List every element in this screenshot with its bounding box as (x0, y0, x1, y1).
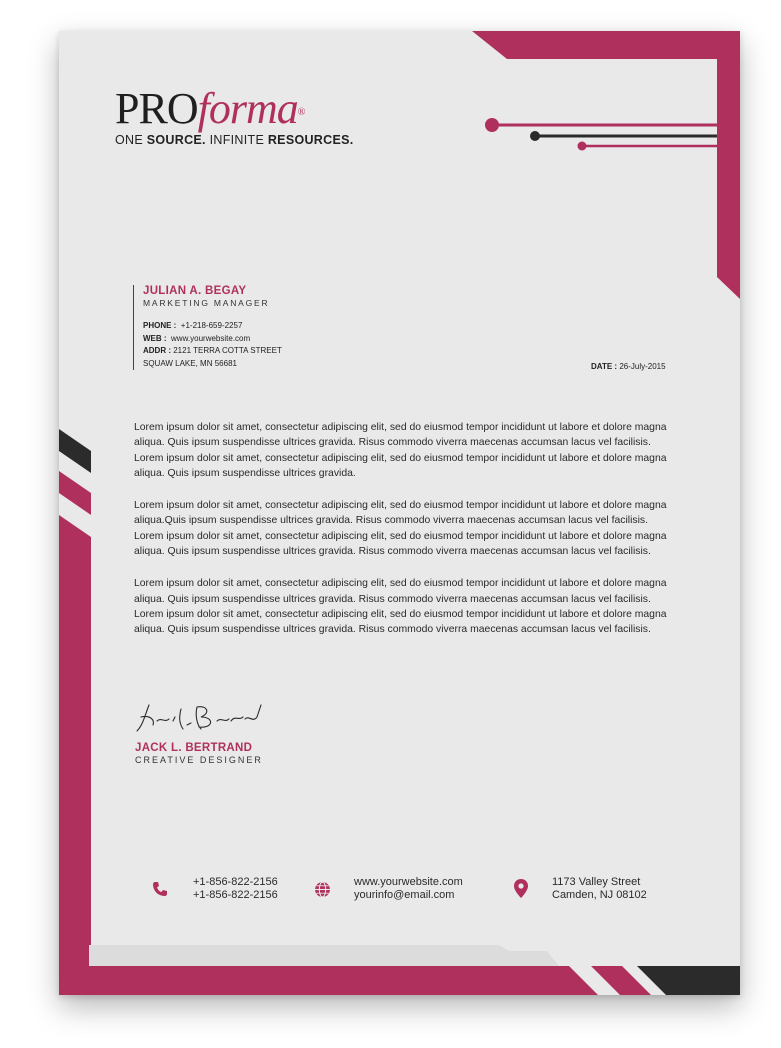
signature-block (135, 699, 265, 765)
footer-address-2: Camden, NJ 08102 (552, 888, 647, 901)
logo-pro-text: PRO (115, 84, 198, 133)
tagline-part-1: ONE (115, 133, 147, 147)
sender-phone-row (143, 320, 282, 333)
date-label: DATE : (591, 362, 618, 371)
footer-web (354, 876, 463, 901)
left-stripe-dark (59, 429, 91, 473)
sender-addr-line1: 2121 TERRA COTTA STREET (173, 346, 282, 355)
body-paragraph-3: Lorem ipsum dolor sit amet, consectetur adipiscing elit, sed do eiusmod tempor incididunt ut labore et dolore magna aliqua. Quis ipsum suspendisse ultrices gravida. Risus commodo viverra maecenas accumsan lacus vel facilisis. Lorem ipsum dolor sit amet, consectetur adipiscing elit, sed do eiusmod tempor incididunt ut labore et dolore magna aliqua. Quis ipsum suspendisse ultrices gravida. Risus commodo viverra maecenas accumsan lacus vel facilisis. (134, 578, 667, 636)
logo-registered-mark: ® (297, 107, 305, 118)
connector-dot-dark (530, 131, 540, 141)
sender-phone: +1-218-659-2257 (180, 321, 243, 330)
body-paragraph-2: Lorem ipsum dolor sit amet, consectetur adipiscing elit, sed do eiusmod tempor incididunt ut labore et dolore magna aliqua.Quis ipsum suspendisse ultrices gravida. Risus commodo viverra maecenas accumsan lacus vel facilisis. Lorem ipsum dolor sit amet, consectetur adipiscing elit, sed do eiusmod tempor incididunt ut labore et dolore magna aliqua. Quis ipsum suspendisse ultrices gravida. Risus commodo viverra maecenas accumsan lacus vel facilisis. (134, 500, 667, 558)
sender-addr-row (143, 345, 282, 358)
phone-icon (152, 881, 168, 897)
sender-web: www.yourwebsite.com (171, 333, 251, 343)
footer-phone-2: +1-856-822-2156 (193, 888, 278, 901)
footer-phone (193, 876, 278, 901)
footer-address (552, 876, 647, 901)
bottom-light-band (89, 945, 559, 966)
date-value: 26-July-2015 (619, 362, 666, 371)
location-pin-icon (514, 879, 528, 898)
sender-block (133, 285, 282, 370)
logo-forma-text: forma (197, 84, 298, 133)
letter-body (134, 420, 679, 655)
handwritten-signature (135, 699, 265, 735)
body-paragraph-1: Lorem ipsum dolor sit amet, consectetur adipiscing elit, sed do eiusmod tempor incididunt ut labore et dolore magna aliqua. Quis ipsum suspendisse ultrices gravida. Risus commodo viverra maecenas accumsan lacus vel facilisis. Lorem ipsum dolor sit amet, consectetur adipiscing elit, sed do eiusmod tempor incididunt ut labore et dolore magna aliqua. Quis ipsum suspendisse ultrices gravida. (134, 422, 667, 479)
letter-date (591, 362, 666, 371)
sender-title: MARKETING MANAGER (143, 298, 270, 308)
letterhead-page (59, 31, 740, 995)
footer-address-1: 1173 Valley Street (552, 876, 641, 888)
sender-web-row (143, 333, 282, 346)
web-label: WEB : (143, 333, 167, 343)
tagline-part-3: INFINITE (205, 133, 268, 147)
company-logo (115, 84, 354, 147)
tagline-part-4: RESOURCES. (267, 133, 354, 147)
logo-tagline (115, 133, 354, 147)
connector-dot-magenta-small (578, 142, 587, 151)
footer-website: www.yourwebsite.com (354, 876, 463, 888)
left-stripe-magenta (59, 471, 91, 515)
logo-wordmark (115, 84, 354, 133)
tagline-part-2: SOURCE. (146, 133, 206, 147)
bottom-stripe-dark (637, 966, 740, 995)
signer-title: CREATIVE DESIGNER (135, 755, 263, 765)
footer-phone-1: +1-856-822-2156 (193, 876, 278, 888)
signer-name: JACK L. BERTRAND (135, 742, 253, 754)
footer-email: yourinfo@email.com (354, 888, 455, 901)
top-right-frame (472, 31, 740, 299)
sender-contact (143, 320, 282, 370)
addr-label: ADDR : (143, 346, 171, 355)
globe-icon (314, 881, 331, 898)
sender-addr-line2: SQUAW LAKE, MN 56681 (143, 358, 237, 368)
connector-dot-magenta-large (485, 118, 499, 132)
sender-name: JULIAN A. BEGAY (143, 285, 247, 297)
phone-label: PHONE : (143, 321, 177, 330)
